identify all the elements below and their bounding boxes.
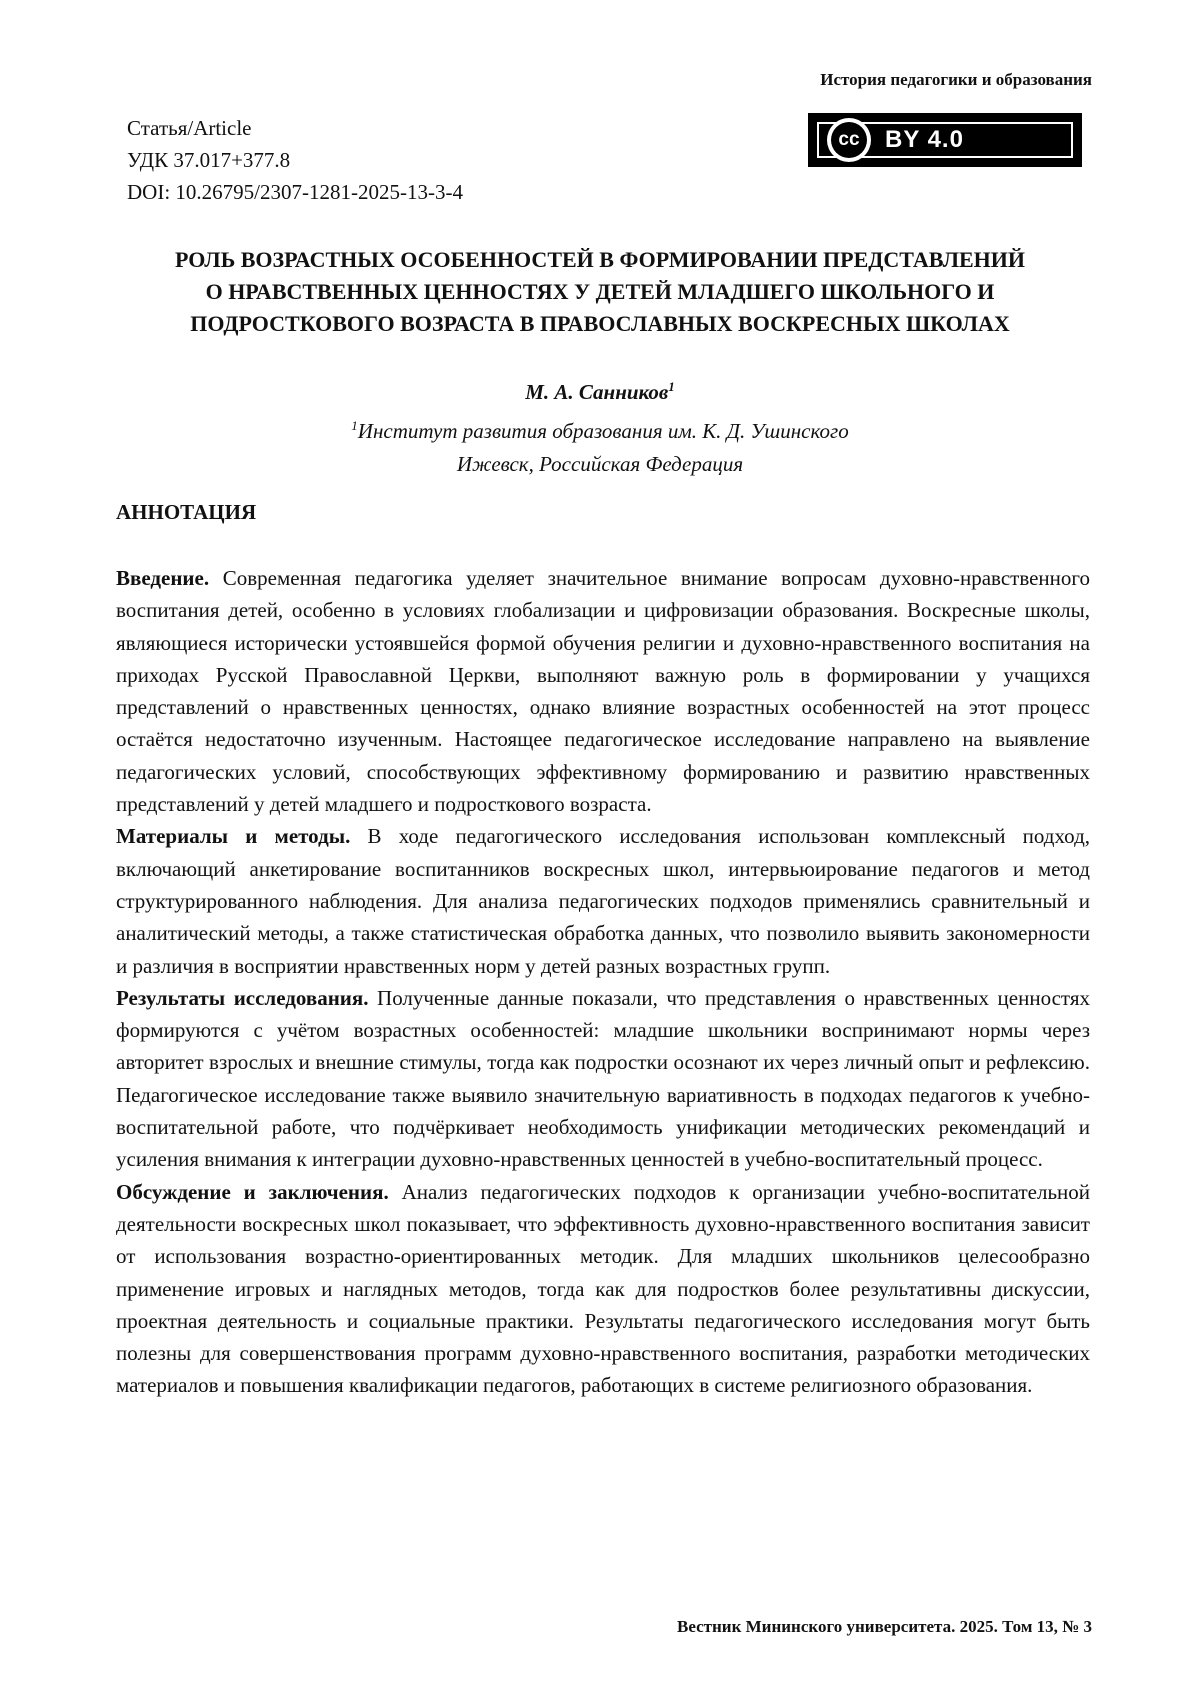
section-text: В ходе педагогического исследования использован комплексный подход, включающий анкетирование воспитанников воскресных школ, интервьюирование педагогов и метод структурированного наблюдения. Для анализа педагогических подходов применялись сравнительный и аналитический методы, а также статистическая обработка данных, что позволило выявить закономерности и различия в восприятии нравственных норм у детей разных возрастных групп. xyxy=(116,824,1091,978)
section-text: Анализ педагогических подходов к организации учебно-воспитательной деятельности воскресных школ показывает, что эффективность духовно-нравственного воспитания зависит от использования возрастно-ориентированных методик. Для младших школьников целесообразно применение игровых и наглядных методов, тогда как для подростков более результативны дискуссии, проектная деятельность и социальные практики. Результаты педагогического исследования могут быть полезны для совершенствования программ духовно-нравственного воспитания, разработки методических материалов и повышения квалификации педагогов, работающих в системе религиозного образования. xyxy=(116,1179,1090,1398)
doi[interactable]: DOI: 10.26795/2307-1281-2025-13-3-4 xyxy=(127,180,463,204)
udk-code: УДК 37.017+377.8 xyxy=(127,148,291,172)
cc-license-badge[interactable] xyxy=(810,115,1080,165)
affiliation: Институт развития образования им. К. Д. Ушинского xyxy=(357,419,849,443)
location: Ижевск, Российская Федерация xyxy=(456,452,744,476)
license-label: BY 4.0 xyxy=(885,126,964,153)
section-text: Современная педагогика уделяет значительное внимание вопросам духовно-нравственного воспитания детей, особенно в условиях глобализации и цифровизации образования. Воскресные школы, являющиеся исторически устоявшейся формой обучения религии и духовно-нравственного воспитания на приходах Русской Православной Церкви, выполняют важную роль в формировании у учащихся представлений о нравственных ценностях, однако влияние возрастных особенностей на этот процесс остаётся недостаточно изученным. Настоящее педагогическое исследование направлено на выявление педагогических условий, способствующих эффективному формированию и развитию нравственных представлений у детей младшего и подросткового возраста. xyxy=(116,566,1090,817)
section-text: Полученные данные показали, что представления о нравственных ценностях формируются с учётом возрастных особенностей: младшие школьники воспринимают нормы через авторитет взрослых и внешние стимулы, тогда как подростки осознают их через личный опыт и рефлексию. Педагогическое исследование также выявило значительную вариативность в подходах педагогов к учебно-воспитательной работе, что подчёркивает необходимость унификации методических рекомендаций и усиления внимания к интеграции духовно-нравственных ценностей в учебно-воспитательный процесс. xyxy=(116,985,1090,1172)
journal-footer: Вестник Мининского университета. 2025. Том 13, № 3 xyxy=(677,1617,1092,1636)
title-line: О НРАВСТВЕННЫХ ЦЕННОСТЯХ У ДЕТЕЙ МЛАДШЕГО ШКОЛЬНОГО И xyxy=(205,279,995,304)
title-line: ПОДРОСТКОВОГО ВОЗРАСТА В ПРАВОСЛАВНЫХ ВОСКРЕСНЫХ ШКОЛАХ xyxy=(190,311,1010,336)
article-meta xyxy=(127,112,463,208)
section-label: Обсуждение и заключения. xyxy=(116,1179,389,1204)
author-sup: 1 xyxy=(668,379,675,394)
article-title xyxy=(110,244,1090,340)
abstract-heading: АННОТАЦИЯ xyxy=(116,500,257,524)
section-label: Результаты исследования. xyxy=(116,985,369,1010)
article-type: Статья/Article xyxy=(127,116,252,140)
abstract-body xyxy=(116,562,1090,1402)
abstract-section xyxy=(116,982,1090,1176)
author-name: М. А. Санников xyxy=(525,380,669,404)
author-block xyxy=(110,370,1090,481)
section-label: Введение. xyxy=(116,566,210,590)
abstract-section xyxy=(116,1176,1090,1402)
running-header: История педагогики и образования xyxy=(820,70,1092,89)
cc-logo-icon: cc xyxy=(827,118,871,162)
abstract-section xyxy=(116,562,1090,820)
title-line: РОЛЬ ВОЗРАСТНЫХ ОСОБЕННОСТЕЙ В ФОРМИРОВАНИИ ПРЕДСТАВЛЕНИЙ xyxy=(174,247,1026,272)
affiliation-sup: 1 xyxy=(351,418,358,433)
abstract-section xyxy=(116,820,1090,981)
section-label: Материалы и методы. xyxy=(116,824,351,849)
